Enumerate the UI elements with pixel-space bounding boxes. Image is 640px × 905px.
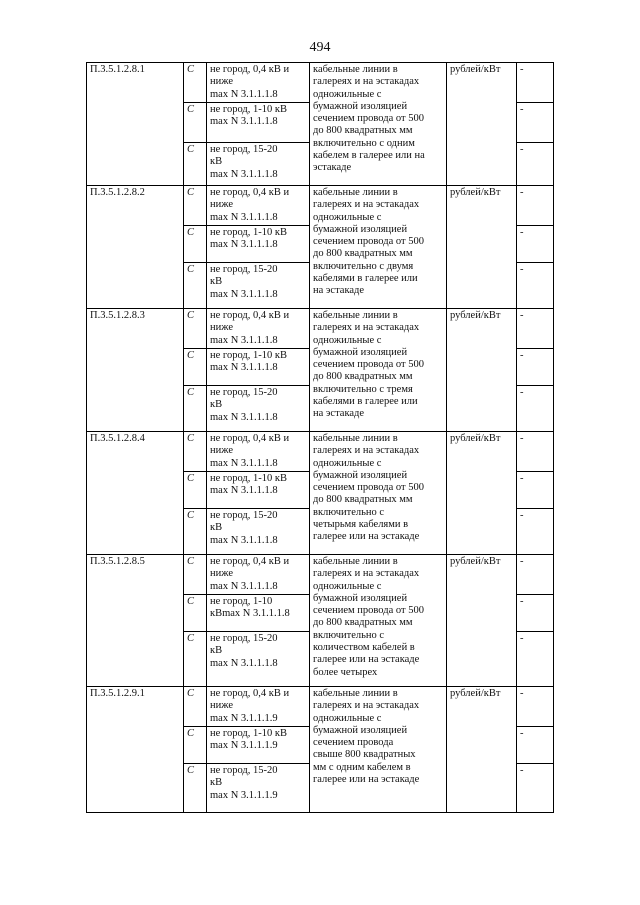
category-cell: С xyxy=(184,432,207,472)
voltage-cell: не город, 0,4 кВ и ниже max N 3.1.1.1.8 xyxy=(207,63,310,103)
voltage-cell: не город, 1-10 кВ max N 3.1.1.1.8 xyxy=(207,226,310,263)
item-code: П.3.5.1.2.8.3 xyxy=(87,309,184,432)
item-code: П.3.5.1.2.8.4 xyxy=(87,432,184,555)
voltage-cell: не город, 1-10 кВ max N 3.1.1.1.8 xyxy=(207,472,310,509)
unit-cell: рублей/кВт xyxy=(447,63,517,186)
voltage-cell: не город, 15-20 кВ max N 3.1.1.1.8 xyxy=(207,143,310,186)
category-cell: С xyxy=(184,63,207,103)
table-row xyxy=(87,555,554,595)
voltage-cell: не город, 15-20 кВ max N 3.1.1.1.8 xyxy=(207,632,310,687)
value-cell: - xyxy=(517,555,554,595)
item-code: П.3.5.1.2.8.2 xyxy=(87,186,184,309)
value-cell: - xyxy=(517,386,554,432)
voltage-cell: не город, 0,4 кВ и ниже max N 3.1.1.1.8 xyxy=(207,186,310,226)
category-cell: С xyxy=(184,764,207,813)
value-cell: - xyxy=(517,103,554,143)
unit-cell: рублей/кВт xyxy=(447,309,517,432)
value-cell: - xyxy=(517,632,554,687)
category-cell: С xyxy=(184,632,207,687)
category-cell: С xyxy=(184,472,207,509)
table-row xyxy=(87,432,554,472)
value-cell: - xyxy=(517,472,554,509)
category-cell: С xyxy=(184,687,207,727)
category-cell: С xyxy=(184,386,207,432)
value-cell: - xyxy=(517,263,554,309)
table-row xyxy=(87,687,554,727)
description-cell: кабельные линии в галереях и на эстакадах одножильные с бумажной изоляцией сечением провода от 500 до 800 квадратных мм включительно с двумя кабелями в галерее или на эстакаде xyxy=(310,186,447,309)
tariff-table xyxy=(86,62,554,813)
table-row xyxy=(87,186,554,226)
item-code: П.3.5.1.2.8.5 xyxy=(87,555,184,687)
item-code: П.3.5.1.2.8.1 xyxy=(87,63,184,186)
table-row xyxy=(87,63,554,103)
category-cell: С xyxy=(184,555,207,595)
category-cell: С xyxy=(184,509,207,555)
value-cell: - xyxy=(517,309,554,349)
value-cell: - xyxy=(517,63,554,103)
voltage-cell: не город, 1-10 кВ max N 3.1.1.1.8 xyxy=(207,103,310,143)
value-cell: - xyxy=(517,595,554,632)
voltage-cell: не город, 15-20 кВ max N 3.1.1.1.8 xyxy=(207,509,310,555)
value-cell: - xyxy=(517,349,554,386)
category-cell: С xyxy=(184,226,207,263)
description-cell: кабельные линии в галереях и на эстакадах одножильные с бумажной изоляцией сечением провода от 500 до 800 квадратных мм включительно с одним кабелем в галерее или на эстакаде xyxy=(310,63,447,186)
voltage-cell: не город, 15-20 кВ max N 3.1.1.1.8 xyxy=(207,386,310,432)
category-cell: С xyxy=(184,309,207,349)
page-number: 494 xyxy=(309,40,331,55)
voltage-cell: не город, 15-20 кВ max N 3.1.1.1.9 xyxy=(207,764,310,813)
category-cell: С xyxy=(184,103,207,143)
value-cell: - xyxy=(517,727,554,764)
value-cell: - xyxy=(517,687,554,727)
voltage-cell: не город, 1-10 кВmax N 3.1.1.1.8 xyxy=(207,595,310,632)
item-code: П.3.5.1.2.9.1 xyxy=(87,687,184,813)
description-cell: кабельные линии в галереях и на эстакадах одножильные с бумажной изоляцией сечением провода от 500 до 800 квадратных мм включительно с тремя кабелями в галерее или на эстакаде xyxy=(310,309,447,432)
voltage-cell: не город, 1-10 кВ max N 3.1.1.1.9 xyxy=(207,727,310,764)
category-cell: С xyxy=(184,143,207,186)
category-cell: С xyxy=(184,263,207,309)
value-cell: - xyxy=(517,509,554,555)
value-cell: - xyxy=(517,432,554,472)
voltage-cell: не город, 1-10 кВ max N 3.1.1.1.8 xyxy=(207,349,310,386)
value-cell: - xyxy=(517,143,554,186)
unit-cell: рублей/кВт xyxy=(447,687,517,813)
voltage-cell: не город, 0,4 кВ и ниже max N 3.1.1.1.8 xyxy=(207,309,310,349)
category-cell: С xyxy=(184,186,207,226)
description-cell: кабельные линии в галереях и на эстакадах одножильные с бумажной изоляцией сечением провода от 500 до 800 квадратных мм включительно с четырьмя кабелями в галерее или на эстакаде xyxy=(310,432,447,555)
voltage-cell: не город, 0,4 кВ и ниже max N 3.1.1.1.8 xyxy=(207,432,310,472)
description-cell: кабельные линии в галереях и на эстакадах одножильные с бумажной изоляцией сечением провода от 500 до 800 квадратных мм включительно с количеством кабелей в галерее или на эстакаде более четырех xyxy=(310,555,447,687)
voltage-cell: не город, 0,4 кВ и ниже max N 3.1.1.1.9 xyxy=(207,687,310,727)
unit-cell: рублей/кВт xyxy=(447,555,517,687)
unit-cell: рублей/кВт xyxy=(447,432,517,555)
voltage-cell: не город, 15-20 кВ max N 3.1.1.1.8 xyxy=(207,263,310,309)
description-cell: кабельные линии в галереях и на эстакадах одножильные с бумажной изоляцией сечением провода свыше 800 квадратных мм с одним кабелем в галерее или на эстакаде xyxy=(310,687,447,813)
voltage-cell: не город, 0,4 кВ и ниже max N 3.1.1.1.8 xyxy=(207,555,310,595)
table-row xyxy=(87,309,554,349)
value-cell: - xyxy=(517,226,554,263)
category-cell: С xyxy=(184,595,207,632)
value-cell: - xyxy=(517,186,554,226)
category-cell: С xyxy=(184,349,207,386)
value-cell: - xyxy=(517,764,554,813)
category-cell: С xyxy=(184,727,207,764)
unit-cell: рублей/кВт xyxy=(447,186,517,309)
